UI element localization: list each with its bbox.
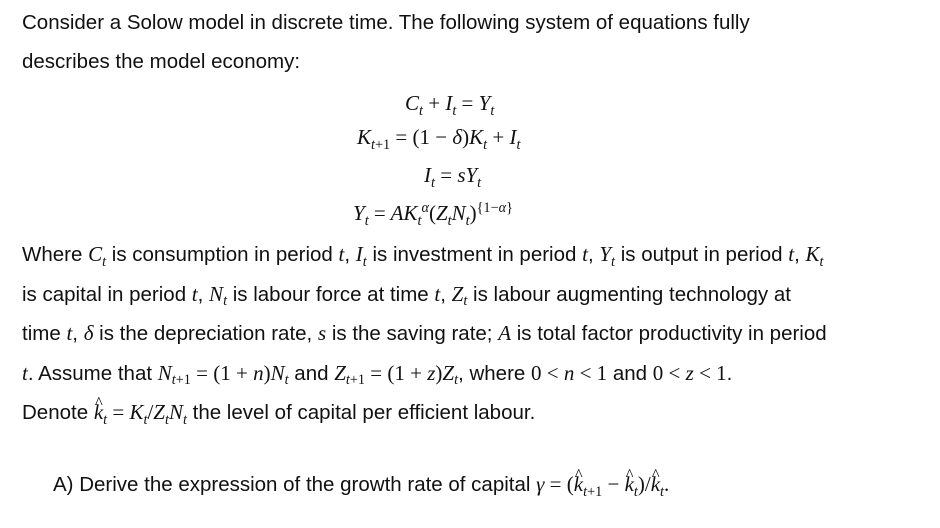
definitions-line-1: Where $C_t$ is consumption in period t, $I_t$ is investment in period t, $Y_t$ is output in period t, $K_t$ (22, 242, 824, 270)
intro-line-2: describes the model economy: (22, 49, 301, 73)
equation-production-function: $Y_t = AK_t^\alpha(Z_tN_t)^{\{1-\alpha\}}$ (353, 200, 513, 229)
equation-capital-accumulation: $K_{t+1} = (1 - \delta)K_t + I_t$ (357, 125, 521, 153)
definitions-line-2: is capital in period t, $N_t$ is labour force at time t, $Z_t$ is labour augmenting technology at (22, 281, 791, 310)
intro-paragraph (22, 4, 922, 81)
definitions-line-3: time t, δ is the depreciation rate, s is the saving rate; A is total factor productivity in period (22, 321, 827, 345)
question-a: A) Derive the expression of the growth rate of capital γ = (^ $k_{t+1}$ − ^ $k_t)/\^{}$ $k_t$. (53, 465, 940, 505)
intro-line-1: Consider a Solow model in discrete time. The following system of equations fully (22, 11, 750, 34)
definitions-paragraph (22, 235, 922, 433)
definitions-line-5: Denote ^ $k_t = K_t/Z_tN_t$ the level of capital per efficient labour. (22, 393, 922, 433)
equation-investment: $I_t = sY_t$ (424, 163, 482, 191)
definitions-line-4: t. Assume that $N_{t+1} = (1 + n)N_t$ and $Z_{t+1} = (1 + z)Z_t$, where 0 < n < 1 and 0 < z < 1. (22, 360, 733, 389)
equation-resource-constraint: $C_t + I_t = Y_t$ (405, 91, 495, 119)
